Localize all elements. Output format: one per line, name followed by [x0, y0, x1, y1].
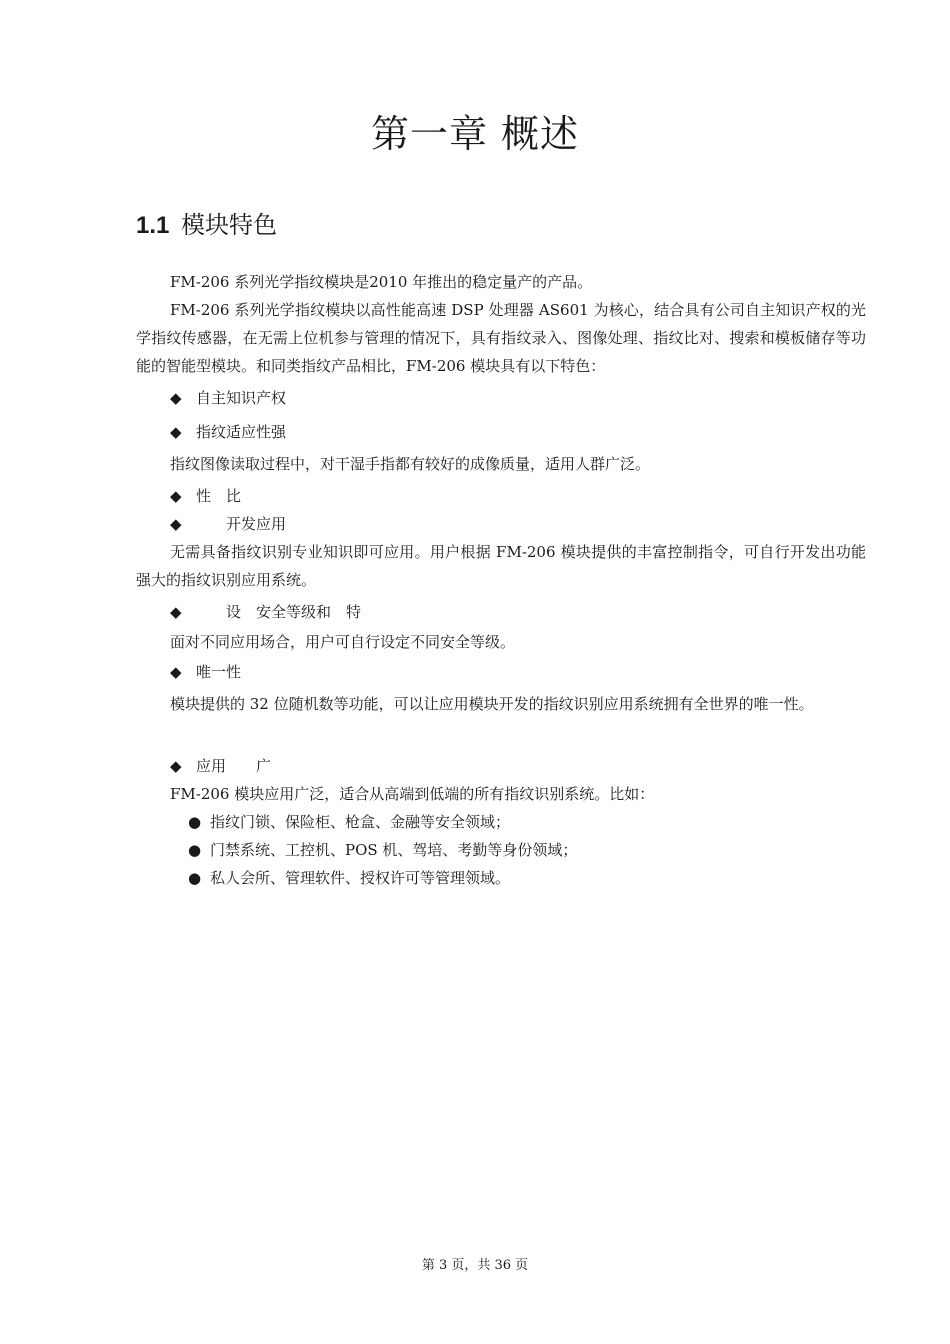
section-number: 1.1	[136, 212, 170, 239]
dot-bullet-icon: ●	[188, 869, 202, 887]
diamond-bullet-icon: ◆	[170, 423, 182, 441]
feature-item	[136, 384, 866, 412]
section-heading	[136, 208, 277, 243]
application-label: 门禁系统、工控机、POS 机、驾培、考勤等身份领域；	[210, 841, 578, 859]
section-title: 模块特色	[181, 211, 278, 239]
feature-label: 开发应用	[196, 515, 287, 533]
dot-bullet-icon: ●	[188, 841, 202, 859]
diamond-bullet-icon: ◆	[170, 663, 182, 681]
feature-description: 模块提供的 32 位随机数等功能，可以让应用模块开发的指纹识别应用系统拥有全世界的唯一性。	[170, 695, 814, 713]
application-item	[136, 864, 866, 892]
feature-label: 自主知识产权	[196, 389, 287, 407]
feature-label: 唯一性	[196, 663, 242, 681]
chapter-title: 第一章 概述	[370, 112, 580, 156]
application-intro: FM-206 模块应用广泛，适合从高端到低端的所有指纹识别系统。比如：	[170, 785, 655, 803]
feature-description: 指纹图像读取过程中，对干湿手指都有较好的成像质量，适用人群广泛。	[170, 455, 651, 473]
feature-label: 应用 广	[196, 757, 272, 775]
application-label: 私人会所、管理软件、授权许可等管理领域。	[210, 869, 511, 887]
feature-item	[136, 510, 866, 538]
feature-description: 面对不同应用场合，用户可自行设定不同安全等级。	[170, 633, 516, 651]
feature-item	[136, 752, 866, 780]
paragraph-description: FM-206 系列光学指纹模块以高性能高速 DSP 处理器 AS601 为核心，结合具有公司自主知识产权的光学指纹传感器，在无需上位机参与管理的情况下，具有指纹录入、图像处理、指纹比对、搜索和模板储存等功能的智能型模块。和同类指纹产品相比，FM-206 模块具有以下特色：	[136, 301, 866, 375]
feature-item	[136, 418, 866, 446]
feature-item	[136, 598, 866, 626]
dot-bullet-icon: ●	[188, 813, 202, 831]
paragraph-intro: FM-206 系列光学指纹模块是2010 年推出的稳定量产的产品。	[170, 273, 593, 291]
diamond-bullet-icon: ◆	[170, 515, 182, 533]
feature-label: 性 比	[196, 487, 242, 505]
application-item	[136, 836, 866, 864]
feature-label: 设 安全等级和 特	[196, 603, 362, 621]
diamond-bullet-icon: ◆	[170, 757, 182, 775]
application-label: 指纹门锁、保险柜、枪盒、金融等安全领域；	[210, 813, 511, 831]
diamond-bullet-icon: ◆	[170, 389, 182, 407]
feature-item	[136, 482, 866, 510]
feature-item	[136, 658, 866, 686]
feature-description: 无需具备指纹识别专业知识即可应用。用户根据 FM-206 模块提供的丰富控制指令，可自行开发出功能强大的指纹识别应用系统。	[136, 543, 866, 589]
section-body	[136, 268, 866, 892]
diamond-bullet-icon: ◆	[170, 603, 182, 621]
page-footer: 第 3 页，共 36 页	[421, 1258, 529, 1273]
application-item	[136, 808, 866, 836]
feature-label: 指纹适应性强	[196, 423, 287, 441]
diamond-bullet-icon: ◆	[170, 487, 182, 505]
